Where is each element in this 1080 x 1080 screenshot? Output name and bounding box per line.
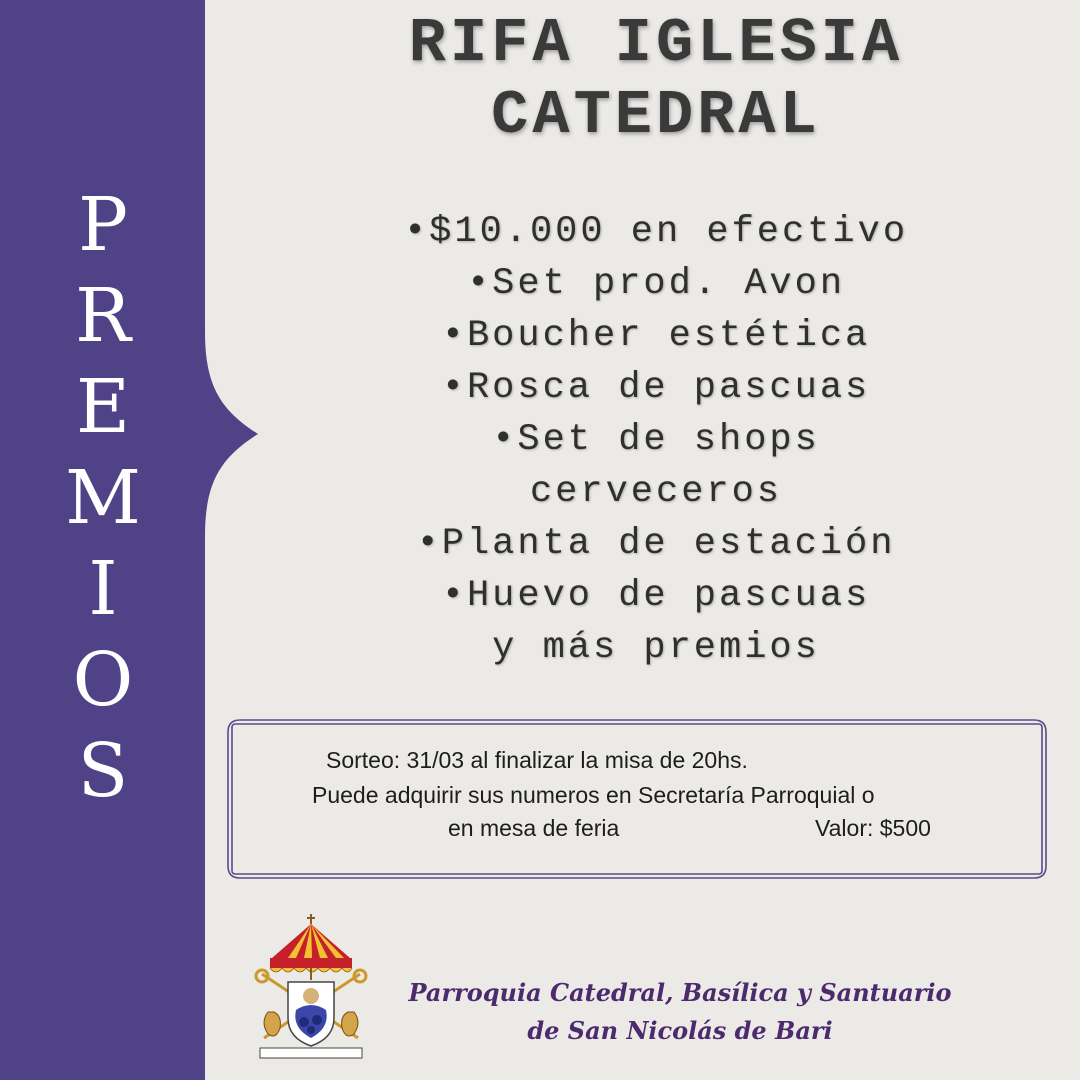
list-item: •$10.000 en efectivo [403,211,909,253]
page-title [262,8,1050,152]
list-item: •Boucher estética [441,315,871,357]
vertical-letter: I [88,546,118,632]
draw-date-text: Sorteo: 31/03 al finalizar la misa de 20hs. [326,747,748,773]
parish-name-line-2: de San Nicolás de Bari [527,1016,833,1045]
list-item: •Planta de estación [416,523,896,565]
vertical-letter: M [65,455,141,541]
vertical-letter: R [75,273,131,359]
parish-name [384,974,976,1050]
list-item: •Set prod. Avon [466,263,846,305]
parish-name-line-1: Parroquia Catedral, Basílica y Santuario [408,978,952,1007]
list-item: •Huevo de pascuas [441,575,871,617]
vertical-letter: O [72,637,134,723]
title-line-1: RIFA IGLESIA [408,8,904,79]
ticket-price-text: Valor: $500 [815,815,931,841]
list-item: y más premios [492,627,820,669]
list-item: cerveceros [529,471,783,513]
prize-list [262,206,1050,674]
purchase-info-text: Puede adquirir sus numeros en Secretaría Parroquial o [312,782,875,808]
purchase-location-text: en mesa de feria [448,815,620,841]
vertical-letter: S [77,728,129,814]
title-line-2: CATEDRAL [491,80,821,151]
parish-crest-icon [250,914,372,1064]
sidebar-banner [0,0,262,1080]
vertical-title-premios [58,180,148,817]
vertical-letter: P [78,182,128,268]
vertical-letter: E [75,364,131,450]
list-item: •Rosca de pascuas [441,367,871,409]
list-item: •Set de shops [492,419,820,461]
